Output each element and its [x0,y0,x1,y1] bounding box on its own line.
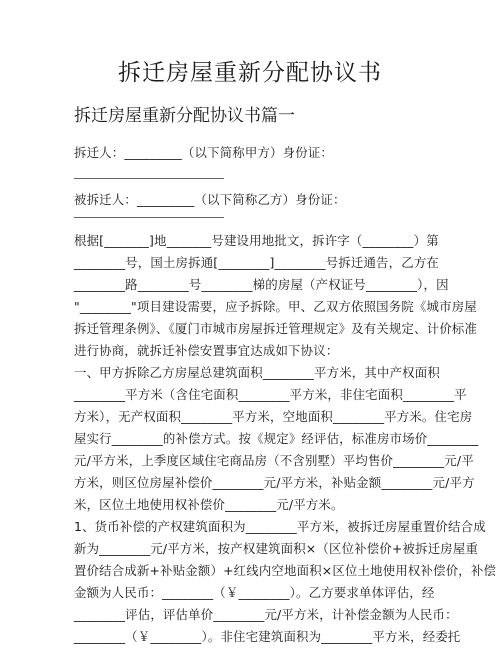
body-line: 1、货币补偿的产权建筑面积为________平方米，被拆迁房屋重置价结合成 [74,519,486,534]
party-a-line: 拆迁人：_________（以下简称甲方）身份证： [74,145,334,160]
body-line: "________"项目建设需要，应予拆除。甲、乙双方依照国务院《城市房屋 [74,299,477,314]
document-title: 拆迁房屋重新分配协议书 [118,60,382,86]
body-line: 方米，则区位房屋补偿价________元/平方米，补贴金额________元/平方 [74,475,475,490]
body-line: 拆迁管理条例》、《厦门市城市房屋拆迁管理规定》及有关规定、计价标准 [74,321,478,336]
body-line: 屋实行________的补偿方式。按《规定》经评估，标准房市场价________ [74,431,479,446]
body-line: 新为________元/平方米，按产权建筑面积×（区位补偿价+被拆迁房屋重 [74,541,479,556]
body-line: 方米），无产权面积________平方米，空地面积________平方米。住宅房 [74,409,473,424]
body-line: ________平方米（含住宅面积________平方米，非住宅面积________平 [74,387,467,402]
section-heading: 拆迁房屋重新分配协议书篇一 [74,106,295,126]
body-line: ________评估，评估单价________元/平方米，计补偿金额为人民币： [74,607,458,622]
body-line: 进行协商，就拆迁补偿安置事宜达成如下协议： [74,343,339,358]
body-line: 米，区位土地使用权补偿价________元/平方米。 [74,497,344,512]
body-line: ________号，国土房拆通[________]________号拆迁通告，乙方在 [74,255,440,270]
party-b-line: 被拆迁人：_________（以下简称乙方）身份证： [74,192,346,207]
body-line: 置价结合成新+补贴金额）+红线内空地面积×区位土地使用权补偿价，补偿 [74,563,497,578]
body-line: 根据[_______]地_______号建设用地批文，拆许字（________）第 [74,233,439,248]
body-line: 一、甲方拆除乙方房屋总建筑面积________平方米，其中产权面积 [74,365,440,380]
body-line: ________（￥________）。非住宅建筑面积为________平方米，经委托 [74,629,461,644]
id-underline-a [74,178,224,179]
body-line: 金额为人民币：________（￥________）。乙方要求单体评估，经 [74,585,435,600]
agreement-body [74,230,497,648]
id-underline-b [74,217,224,218]
body-line: ________路________号________梯的房屋（产权证号________），因 [74,277,449,292]
body-line: 元/平方米，上季度区域住宅商品房（不含别墅）平均售价________元/平 [74,453,474,468]
